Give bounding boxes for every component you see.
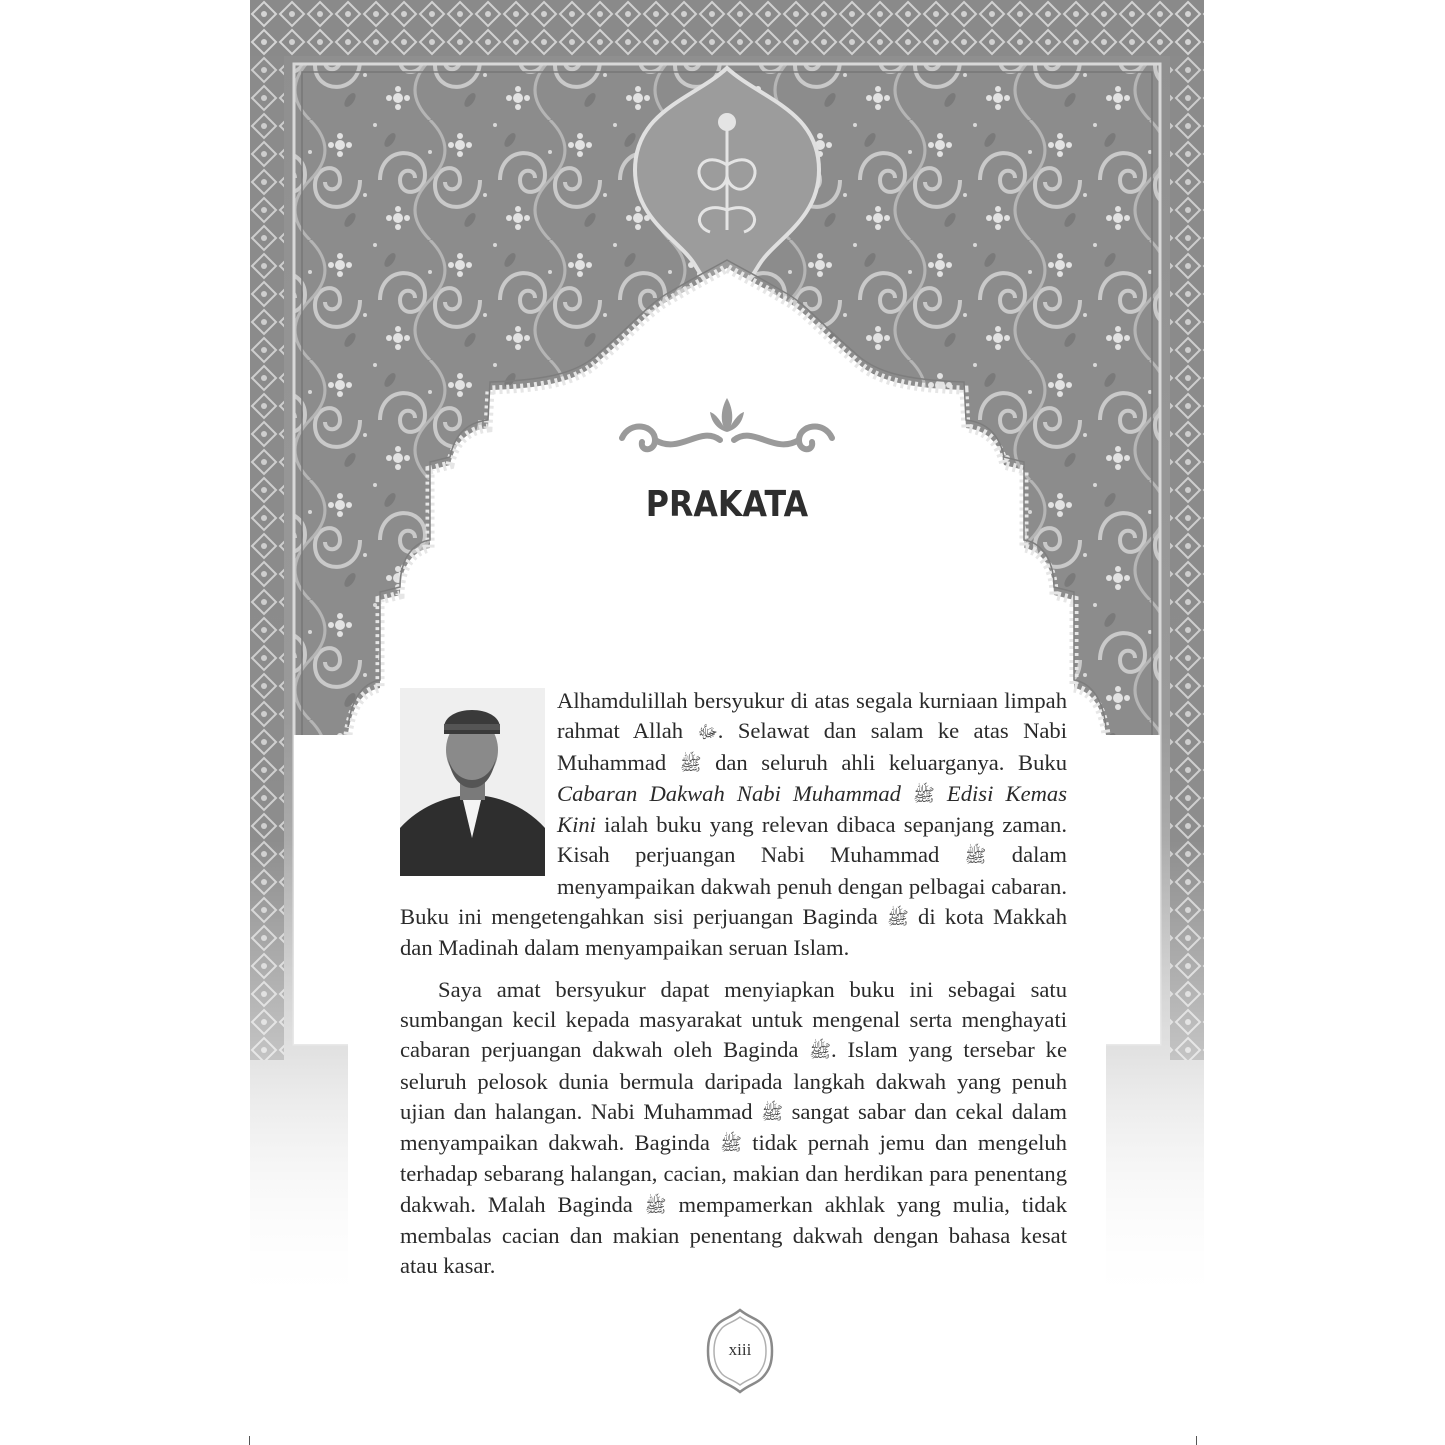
page-title: PRAKATA (645, 484, 809, 525)
pbuh-glyph: ﷺ (679, 753, 702, 774)
book-title: Cabaran Dakwah Nabi Muhammad (557, 780, 914, 806)
book-page (250, 0, 1204, 1310)
page-number-medallion (704, 1308, 776, 1394)
crop-mark (249, 1436, 250, 1445)
author-photo (400, 688, 545, 876)
pbuh-glyph: ﷺ (964, 846, 987, 867)
pbuh-glyph: ﷺ (809, 1041, 832, 1062)
author-portrait-image (400, 688, 545, 876)
paragraph-2: Saya amat bersyukur dapat menyiapkan buku ini sebagai satu sumbangan kecil kepada masyarakat untuk mengenal serta menghayati cabaran perjuangan dakwah oleh Baginda ﷺ. Islam yang tersebar ke seluruh pelosok dunia bermula daripada langkah dakwah yang penuh ujian dan halangan. Nabi Muhammad ﷺ sangat sabar dan cekal dalam menyampaikan dakwah. Baginda ﷺ tidak pernah jemu dan mengeluh terhadap sebarang halangan, cacian, makian dan herdikan para penentang dakwah. Malah Baginda ﷺ mempamerkan akhlak yang mulia, tidak membalas cacian dan makian penentang dakwah dengan bahasa kesat atau kasar. (400, 976, 1067, 1279)
body-text (400, 686, 1067, 1293)
crop-mark (1196, 1436, 1197, 1445)
pbuh-glyph: ﷺ (644, 1195, 667, 1216)
honorific-glyph: ﷻ (697, 722, 718, 743)
pbuh-glyph: ﷺ (720, 1134, 742, 1155)
pbuh-glyph: ﷺ (887, 908, 909, 929)
pbuh-glyph: ﷺ (761, 1102, 783, 1123)
page-number: xiii (728, 1340, 752, 1359)
pbuh-glyph: ﷺ (913, 784, 935, 805)
paragraph-1: Alhamdulillah bersyukur di atas segala kurniaan limpah rahmat Allah ﷻ. Selawat dan salam ke atas Nabi Muhammad ﷺ dan seluruh ahli keluarganya. Buku Cabaran Dakwah Nabi Muhammad ﷺ Edisi Kemas Kini ialah buku yang relevan dibaca sepanjang zaman. Kisah perjuangan Nabi Muhammad ﷺ dalam menyampaikan dakwah penuh dengan pelbagai cabaran. Buku ini mengetengahkan sisi perjuangan Baginda ﷺ di kota Makkah dan Madinah dalam menyampaikan seruan Islam. (400, 688, 1068, 961)
